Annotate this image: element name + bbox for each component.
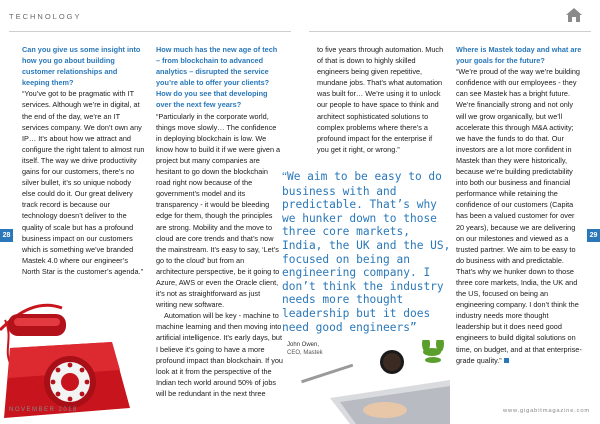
telephone-image bbox=[0, 290, 132, 424]
pull-quote bbox=[282, 170, 452, 334]
column-4 bbox=[456, 44, 583, 366]
home-icon[interactable] bbox=[566, 8, 582, 22]
open-quote-mark: “ bbox=[282, 171, 287, 183]
answer-2: “Particularly in the corporate world, things move slowly… The confidence in deploying blockchain is low. We know how to build it if we were given a project but many companies are hesitant to go down the blockchain road right now because of the government’s model and its transparency - it would be bleeding edge for them, though the principles are strong. Mobility and the move to cloud are core trends and that’s now the mainstream. It’s easy to say, ‘Let’s go to the cloud’ but from an architecture perspective, be it going to Azure, AWS or even the Oracle client, it’s not as straightforward as just writing new software. bbox=[156, 111, 281, 310]
page-number-left: 28 bbox=[0, 229, 13, 242]
question-2: How much has the new age of tech – from blockchain to advanced analytics – disrupted the service you’re able to offer your clients? How do you see that developing over the next few years? bbox=[156, 45, 278, 110]
section-header: TECHNOLOGY bbox=[9, 12, 82, 21]
answer-2-continued: Automation will be key - machine to machine learning and then moving into artificial intelligence. It’s early days, but I believe it’s going to have a more profound impact than blockchain. If you look at it from the perspective of the Indian tech world around 50% of jobs will be redundant in the next three bbox=[156, 311, 283, 398]
answer-1: “You’ve got to be pragmatic with IT services. Although we’re in digital, at the end of the day, we’re an IT services company. We don’t own any IP… It’s about how we attract and configure the right talent to almost run itself. The way we drive productivity gains for our customers, there’s no silver bullet, it’s so unique nobody else could do it. Our great delivery track record is because our technology doesn’t deliver to the quality of scale but has a profound business impact on our customers which is something we’ve branded Mastek 4.0 where our engineer’s North Star is the customer’s agenda.” bbox=[22, 89, 145, 276]
answer-3-text: “We’re proud of the way we’re building confidence with our employees - they can see Mastek has a bright future. We’re financially strong and not only will we grow organically, but we’ll accelerate this through M&A activity; we have the funds to do that. Our investors are a lot more confident in Mastek than they were historically, because we’re building predictability into both our business and financial performance while retaining the confidence of our customers (Capita has been a valued customer for over 20 years), because we are delivering on our milestones and viewed as a trusted partner. We aim to be easy to do business with and predictable. That’s why we hunker down to those three core markets, India, the UK and the US, focused on being an engineering company. I don’t think the industry needs more thought leadership but it does need good engineers to build digital solutions on time, on budget, and at that enterprise-grade quality.” bbox=[456, 67, 582, 365]
answer-3 bbox=[456, 66, 583, 366]
header-rule-right bbox=[309, 31, 591, 32]
header-rule-left bbox=[9, 31, 291, 32]
desk-laptop-image bbox=[290, 340, 450, 424]
attribution-name: John Owen, bbox=[287, 342, 320, 348]
column-1 bbox=[22, 44, 145, 277]
question-1: Can you give us some insight into how you go about building customer relationships and keeping them? bbox=[22, 45, 141, 88]
footer-issue-date: NOVEMBER 2018 bbox=[9, 407, 78, 413]
page-number-right: 29 bbox=[587, 229, 600, 242]
answer-2-end: to five years through automation. Much of that is down to highly skilled engineers being given repetitive, mundane jobs. That’s what automation was built for… We’re using it to unlock our people to have space to think and architect sophisticated solutions to complex problems where there’s a profound impact for the enterprise if you get it right, or wrong.” bbox=[317, 45, 444, 154]
pull-quote-text: We aim to be easy to do business with and predictable. That’s why we hunker down to those three core markets, India, the UK and the US, focused on being an engineering company. I don’t think the industry needs more thought leadership but it does need good engineers” bbox=[282, 170, 451, 334]
column-3 bbox=[317, 44, 445, 155]
column-2 bbox=[156, 44, 283, 399]
footer-website[interactable]: www.gigabitmagazine.com bbox=[502, 408, 590, 414]
question-3: Where is Mastek today and what are your goals for the future? bbox=[456, 45, 582, 66]
end-mark bbox=[504, 358, 509, 363]
attribution-title: CEO, Mastek bbox=[287, 349, 323, 356]
